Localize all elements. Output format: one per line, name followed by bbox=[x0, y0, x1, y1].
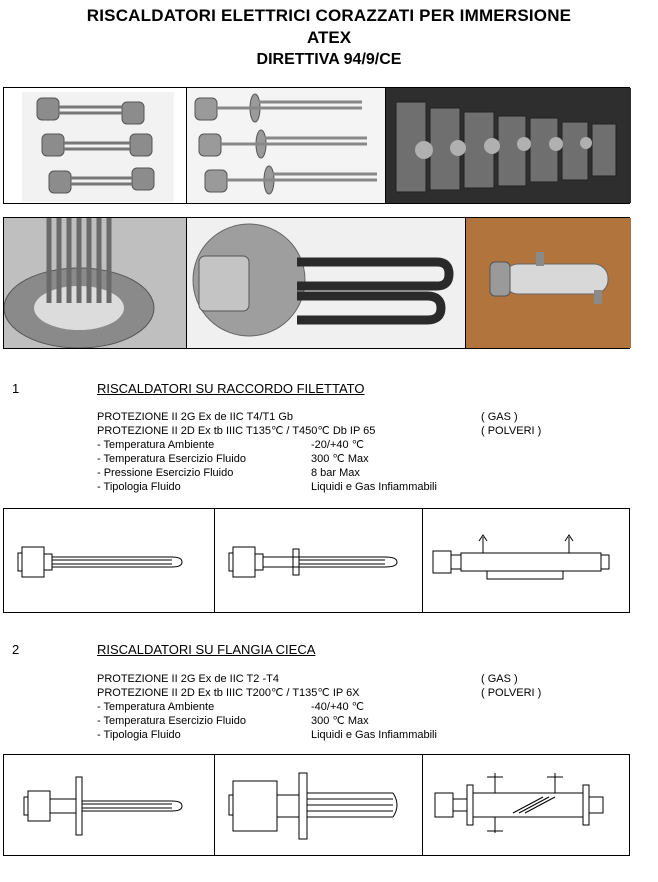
drawings-row-2 bbox=[3, 754, 630, 856]
spec-row bbox=[97, 452, 657, 466]
spec-value: Liquidi e Gas Infiammabili bbox=[311, 481, 437, 493]
document-subtitle-directive: DIRETTIVA 94/9/CE bbox=[256, 51, 402, 68]
spec-label: - Temperatura Esercizio Fluido bbox=[97, 453, 246, 465]
spec-row bbox=[97, 410, 657, 424]
spec-label: - Temperatura Ambiente bbox=[97, 701, 215, 713]
spec-row bbox=[97, 466, 657, 480]
inline-threaded-heater-drawing bbox=[423, 509, 631, 612]
spec-note: ( POLVERI ) bbox=[481, 425, 542, 437]
spec-note: ( GAS ) bbox=[481, 411, 518, 423]
spec-label: PROTEZIONE II 2G Ex de IIC T4/T1 Gb bbox=[97, 411, 294, 423]
spec-row bbox=[97, 438, 657, 452]
spec-row bbox=[97, 728, 657, 742]
spec-row bbox=[97, 672, 657, 686]
spec-label: PROTEZIONE II 2G Ex de IIC T2 -T4 bbox=[97, 673, 279, 685]
spec-value: 300 ℃ Max bbox=[311, 453, 369, 465]
spec-label: - Temperatura Ambiente bbox=[97, 439, 215, 451]
spec-value: Liquidi e Gas Infiammabili bbox=[311, 729, 437, 741]
threaded-heater-with-nut-drawing bbox=[215, 509, 423, 612]
document-subtitle-atex: ATEX bbox=[306, 28, 352, 47]
spec-row bbox=[97, 714, 657, 728]
spec-label: PROTEZIONE II 2D Ex tb IIIC T135℃ / T450℃ Db IP 65 bbox=[97, 425, 376, 437]
photo-row-2 bbox=[3, 217, 630, 349]
flange-heater-finned-coils-photo bbox=[187, 218, 466, 348]
section-1-title: RISCALDATORI SU RACCORDO FILETTATO bbox=[97, 381, 365, 396]
spec-label: - Tipologia Fluido bbox=[97, 729, 181, 741]
flanged-multi-element-drawing bbox=[215, 755, 423, 855]
flange-tube-bundle-photo bbox=[4, 218, 187, 348]
spec-row bbox=[97, 686, 657, 700]
spec-label: PROTEZIONE II 2D Ex tb IIIC T200℃ / T135℃ IP 6X bbox=[97, 687, 360, 699]
spec-label: - Temperatura Esercizio Fluido bbox=[97, 715, 246, 727]
spec-row bbox=[97, 700, 657, 714]
three-flanged-heaters-photo bbox=[187, 88, 386, 203]
spec-label: - Pressione Esercizio Fluido bbox=[97, 467, 234, 479]
spec-row bbox=[97, 424, 657, 438]
spec-value: -40/+40 ℃ bbox=[311, 701, 365, 713]
flanged-heater-drawing bbox=[4, 755, 215, 855]
threaded-heater-drawing bbox=[4, 509, 215, 612]
three-threaded-heaters-photo bbox=[4, 88, 187, 203]
section-1-number: 1 bbox=[12, 381, 20, 396]
section-1-specs bbox=[97, 410, 657, 500]
spec-note: ( POLVERI ) bbox=[481, 687, 542, 699]
section-2-number: 2 bbox=[12, 642, 20, 657]
section-2-title: RISCALDATORI SU FLANGIA CIECA bbox=[97, 642, 316, 657]
spec-value: 300 ℃ Max bbox=[311, 715, 369, 727]
section-2-specs bbox=[97, 672, 657, 748]
spec-note: ( GAS ) bbox=[481, 673, 518, 685]
photo-row-1 bbox=[3, 87, 630, 204]
document-title: RISCALDATORI ELETTRICI CORAZZATI PER IMMERSIONE bbox=[86, 6, 572, 25]
spec-value: 8 bar Max bbox=[311, 467, 360, 479]
inline-circulation-heater-photo bbox=[466, 218, 631, 348]
drawings-row-1 bbox=[3, 508, 630, 613]
spec-row bbox=[97, 480, 657, 494]
spec-label: - Tipologia Fluido bbox=[97, 481, 181, 493]
spec-value: -20/+40 ℃ bbox=[311, 439, 365, 451]
finned-heater-modules-photo bbox=[386, 88, 631, 203]
inline-flanged-heater-drawing bbox=[423, 755, 631, 855]
